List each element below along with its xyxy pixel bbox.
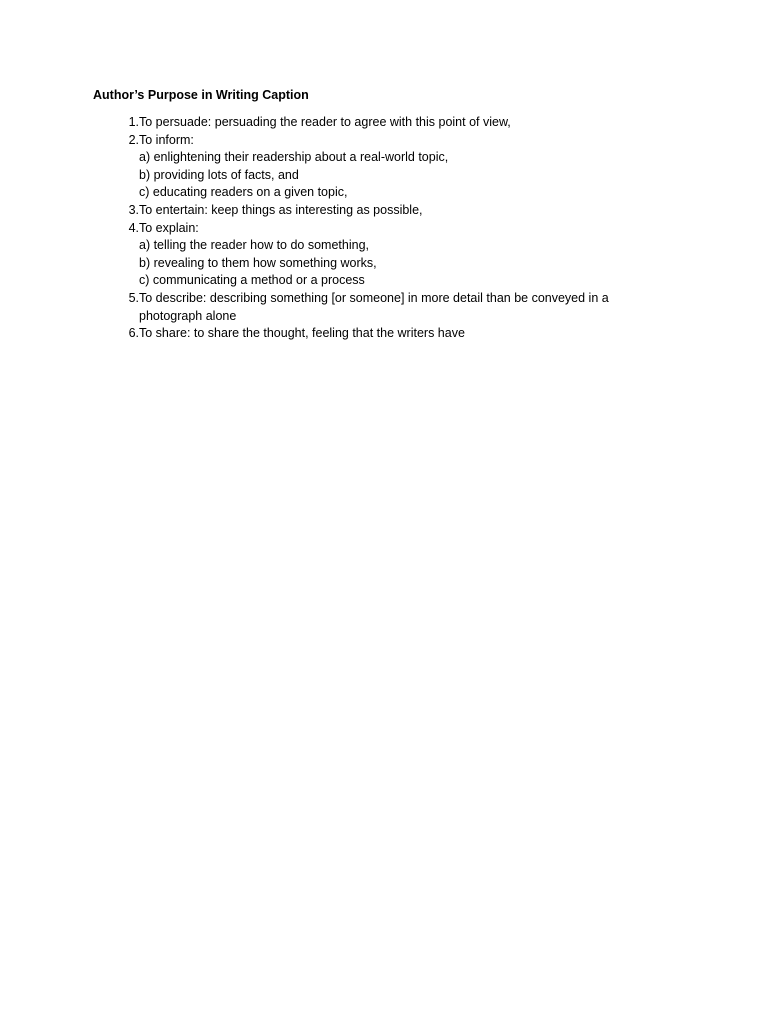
- list-item-text: To share: to share the thought, feeling that the writers have: [139, 326, 465, 341]
- list-item-text: To explain:: [139, 220, 199, 235]
- list-item-number: 5.: [128, 290, 139, 305]
- list-item-text: To describe: describing something [or someone] in more detail than be conveyed in a photograph alone: [139, 290, 609, 323]
- list-subitem: b) providing lots of facts, and: [139, 167, 299, 182]
- list-item-number: 3.: [128, 202, 139, 217]
- list-item: [93, 290, 653, 325]
- list-item-number: 6.: [128, 326, 139, 341]
- list-item-text: To persuade: persuading the reader to agree with this point of view,: [139, 115, 511, 129]
- list-item-text: To entertain: keep things as interesting as possible,: [139, 202, 423, 217]
- list-item: [93, 202, 653, 220]
- list-item-number: 4.: [128, 220, 139, 235]
- list-subitem: a) telling the reader how to do something,: [139, 238, 369, 253]
- list-subitem: c) educating readers on a given topic,: [139, 185, 348, 200]
- list-subitem: b) revealing to them how something works,: [139, 255, 377, 270]
- document-title: Author’s Purpose in Writing Caption: [93, 88, 309, 102]
- list-item: [93, 132, 653, 202]
- list-item: [93, 114, 653, 132]
- list-item-text: To inform:: [139, 132, 194, 147]
- list-item: [93, 220, 653, 290]
- purpose-list: [93, 114, 653, 343]
- list-subitem: a) enlightening their readership about a real-world topic,: [139, 150, 449, 165]
- list-item-number: 2.: [128, 132, 139, 147]
- list-item: [93, 325, 653, 343]
- list-item-number: 1.: [128, 115, 139, 129]
- list-subitem: c) communicating a method or a process: [139, 273, 365, 288]
